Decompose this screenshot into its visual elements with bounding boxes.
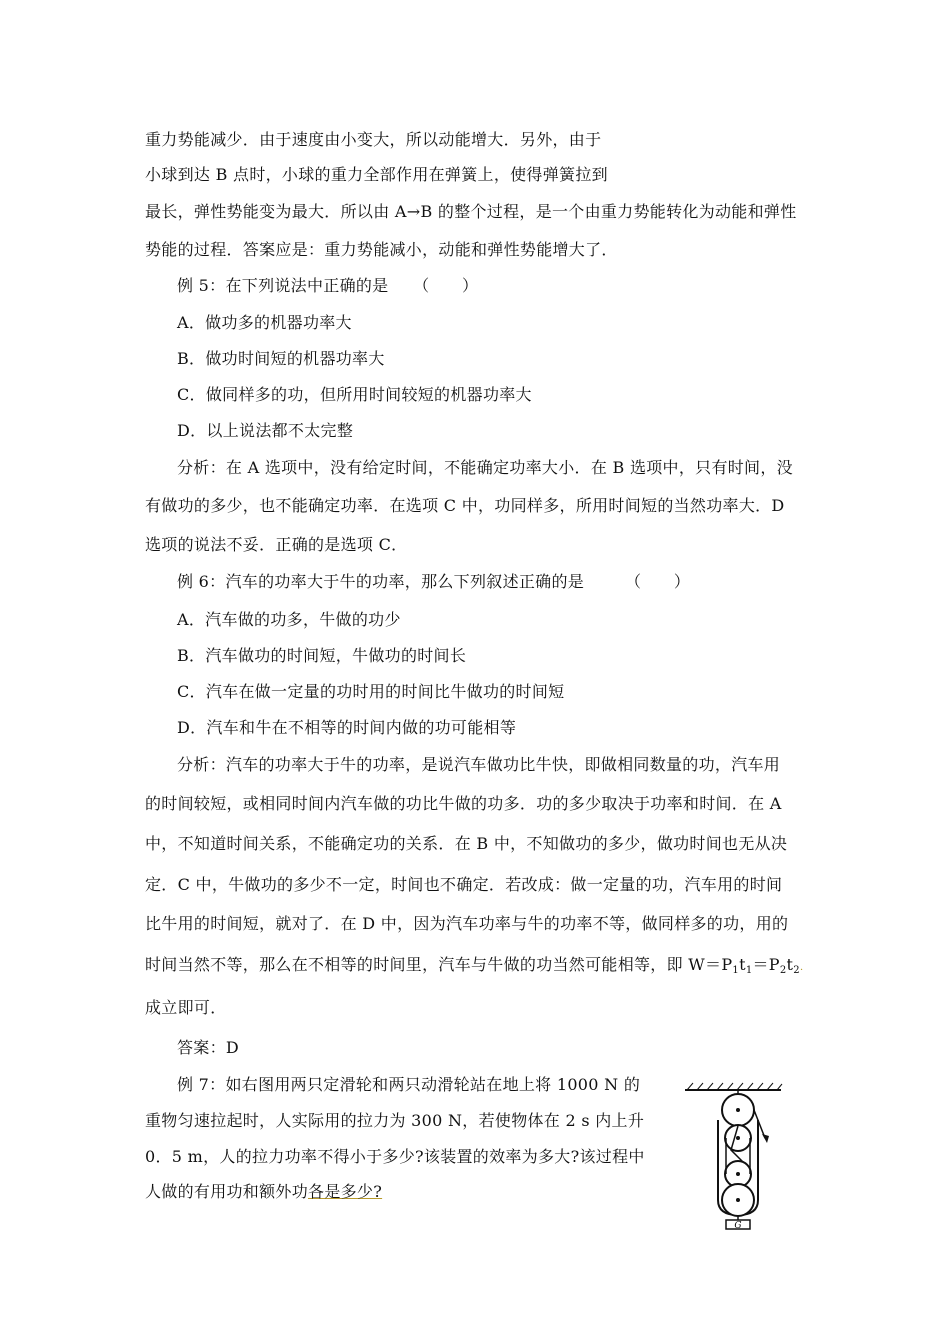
analysis-line: 选项的说法不妥．正确的是选项 C． — [145, 535, 408, 554]
option-c: C．汽车在做一定量的功时用的时间比牛做功的时间短 — [177, 682, 565, 701]
example-7-line-part: 人做的有用功和额外功 — [145, 1182, 309, 1201]
analysis-line: 有做功的多少，也不能确定功率．在选项 C 中，功同样多，所用时间短的当然功率大．D — [145, 496, 785, 515]
analysis-line: 中，不知道时间关系，不能确定功的关系．在 B 中，不知做功的多少，做功时间也无从决 — [145, 834, 788, 853]
analysis-line: 成立即可． — [145, 998, 227, 1017]
option-b: B．汽车做功的时间短，牛做功的时间长 — [177, 646, 467, 665]
formula-dot: ． — [799, 962, 811, 973]
text-line: 小球到达 B 点时，小球的重力全部作用在弹簧上，使得弹簧拉到 — [145, 165, 608, 184]
example-6-question: 例 6：汽车的功率大于牛的功率，那么下列叙述正确的是 （ ） — [177, 572, 691, 591]
text-line: 势能的过程．答案应是：重力势能减小，动能和弹性势能增大了． — [145, 240, 618, 259]
answer-6: 答案：D — [177, 1038, 240, 1057]
ceiling-hatching — [687, 1083, 782, 1090]
pull-arrow-icon — [762, 1134, 769, 1143]
analysis-line: 的时间较短，或相同时间内汽车做的功比牛做的功多．功的多少取决于功率和时间．在 A — [145, 794, 782, 813]
subscript: 1 — [732, 965, 740, 976]
formula-lead-text: 时间当然不等，那么在不相等的时间里，汽车与牛做的功当然可能相等，即 W＝P — [145, 955, 733, 974]
analysis-line: 定．C 中，牛做功的多少不一定，时间也不确定．若改成：做一定量的功，汽车用的时间 — [145, 875, 783, 894]
analysis-line: 分析：汽车的功率大于牛的功率，是说汽车做功比牛快，即做相同数量的功，汽车用 — [177, 755, 781, 774]
analysis-line: 比牛用的时间短，就对了．在 D 中，因为汽车功率与牛的功率不等，做同样多的功，用的 — [145, 914, 789, 933]
option-d: D．汽车和牛在不相等的时间内做的功可能相等 — [177, 718, 517, 737]
option-c: C．做同样多的功，但所用时间较短的机器功率大 — [177, 385, 532, 404]
subscript: 2 — [793, 965, 800, 976]
formula-t: t — [786, 955, 794, 974]
pull-rope — [754, 1110, 765, 1138]
option-b: B．做功时间短的机器功率大 — [177, 349, 385, 368]
option-a: A．做功多的机器功率大 — [177, 313, 352, 332]
pulley-diagram — [683, 1080, 783, 1230]
example-7-line: 0．5 m，人的拉力功率不得小于多少?该装置的效率为多大?该过程中 — [145, 1147, 645, 1166]
subscript: 2 — [779, 965, 787, 976]
text-line: 最长，弹性势能变为最大．所以由 A→B 的整个过程，是一个由重力势能转化为动能和弹性 — [145, 202, 797, 221]
formula-eq: ＝P — [752, 955, 780, 974]
example-7-question: 例 7：如右图用两只定滑轮和两只动滑轮站在地上将 1000 N 的 — [177, 1075, 641, 1094]
example-7-line-part: 各是多少? — [308, 1182, 383, 1201]
weight-label: G — [734, 1221, 742, 1230]
analysis-line: 分析：在 A 选项中，没有给定时间，不能确定功率大小．在 B 选项中，只有时间，没 — [177, 458, 793, 477]
example-5-question: 例 5：在下列说法中正确的是 （ ） — [177, 276, 479, 295]
example-7-line — [145, 1182, 382, 1202]
text-line: 重力势能减少．由于速度由小变大，所以动能增大．另外，由于 — [145, 130, 602, 149]
example-7-line: 重物匀速拉起时，人实际用的拉力为 300 N，若使物体在 2 s 内上升 — [145, 1111, 645, 1130]
option-a: A．汽车做的功多，牛做的功少 — [177, 610, 401, 629]
option-d: D．以上说法都不太完整 — [177, 421, 354, 440]
subscript: 1 — [745, 965, 753, 976]
analysis-line-formula — [145, 955, 810, 981]
formula-t: t — [739, 955, 746, 974]
